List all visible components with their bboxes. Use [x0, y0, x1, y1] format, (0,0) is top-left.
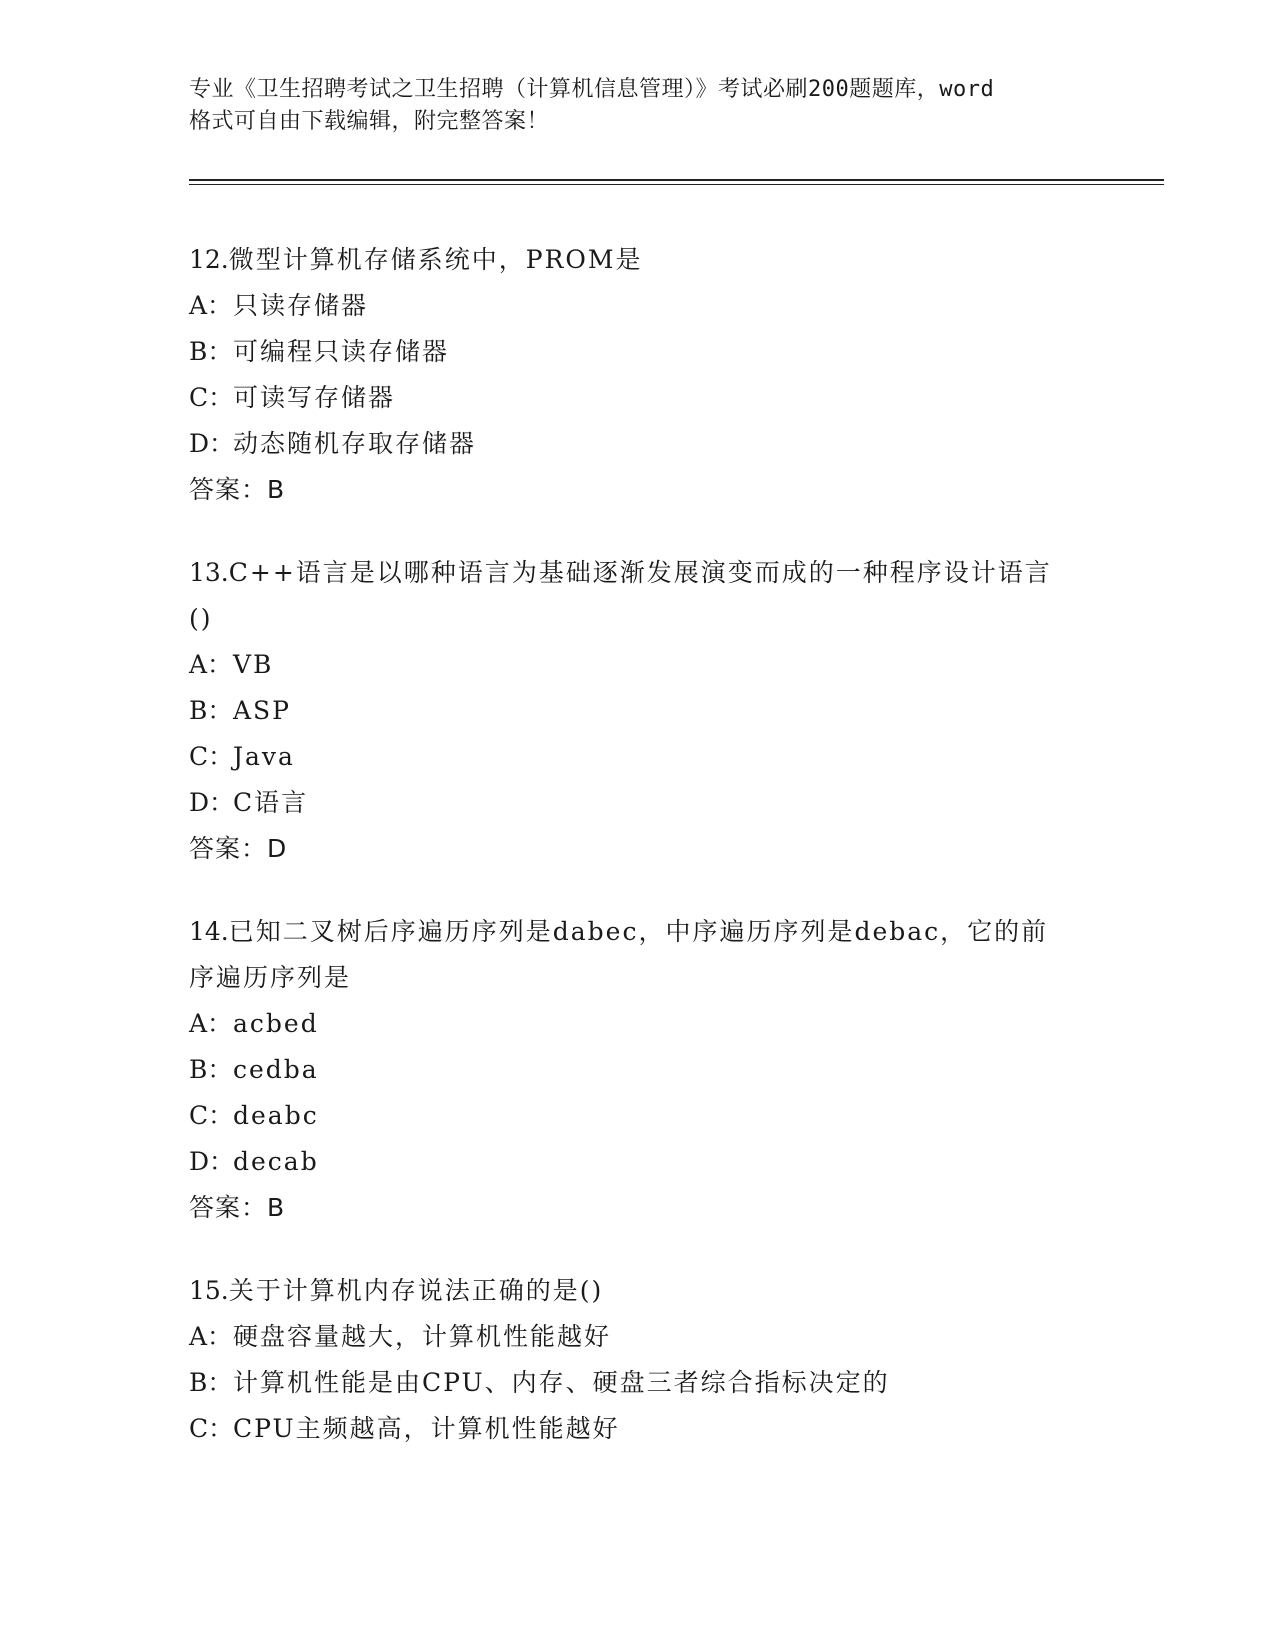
question-text: 微型计算机存储系统中，PROM是: [228, 245, 643, 274]
question-number: 14.: [189, 917, 229, 946]
option-text: 计算机性能是由CPU、内存、硬盘三者综合指标决定的: [233, 1368, 890, 1397]
header-line-1: 专业《卫生招聘考试之卫生招聘（计算机信息管理）》考试必刷200题题库，word: [189, 77, 995, 102]
option-d: [189, 1139, 1069, 1185]
answer-line: 答案：B: [189, 475, 286, 504]
option-key: B：: [189, 1055, 233, 1084]
question-text: 关于计算机内存说法正确的是(): [228, 1276, 604, 1305]
question-number: 15.: [189, 1276, 229, 1305]
question-item: [189, 1268, 1069, 1452]
option-key: C：: [189, 1101, 234, 1130]
option-b: [189, 1047, 1069, 1093]
option-a: [189, 642, 1069, 688]
option-b: [189, 688, 1069, 734]
option-b: [189, 329, 1069, 375]
question-stem: [189, 550, 1069, 642]
option-c: [189, 734, 1069, 780]
option-key: A：: [189, 291, 233, 320]
option-text: deabc: [233, 1101, 319, 1130]
option-key: D：: [189, 788, 235, 817]
option-text: VB: [233, 650, 274, 679]
option-key: A：: [189, 1009, 233, 1038]
question-stem: [189, 1268, 1069, 1314]
question-item: [189, 237, 1069, 513]
question-number: 12.: [189, 245, 229, 274]
question-text: C++语言是以哪种语言为基础逐渐发展演变而成的一种程序设计语言(): [189, 558, 1052, 633]
option-key: B：: [189, 1368, 233, 1397]
option-key: A：: [189, 650, 233, 679]
option-text: 动态随机存取存储器: [233, 429, 477, 458]
option-c: [189, 1406, 1069, 1452]
option-key: A：: [189, 1322, 233, 1351]
question-item: [189, 909, 1069, 1231]
option-key: C：: [189, 742, 234, 771]
option-a: [189, 1001, 1069, 1047]
option-a: [189, 283, 1069, 329]
option-text: 可编程只读存储器: [233, 337, 450, 366]
answer-line: 答案：D: [189, 834, 288, 863]
option-text: 可读写存储器: [233, 383, 396, 412]
option-key: C：: [189, 1414, 234, 1443]
option-text: acbed: [233, 1009, 319, 1038]
option-text: cedba: [233, 1055, 319, 1084]
question-text: 已知二叉树后序遍历序列是dabec，中序遍历序列是debac，它的前序遍历序列是: [189, 917, 1049, 992]
option-text: ASP: [233, 696, 292, 725]
header-divider-thin: [189, 184, 1164, 185]
option-c: [189, 1093, 1069, 1139]
option-text: CPU主频越高，计算机性能越好: [233, 1414, 620, 1443]
question-number: 13.: [189, 558, 229, 587]
option-text: Java: [233, 742, 295, 771]
question-stem: [189, 237, 1069, 283]
header-line-2: 格式可自由下载编辑，附完整答案！: [189, 109, 550, 134]
document-header: [189, 74, 1089, 138]
option-c: [189, 375, 1069, 421]
answer-line: 答案：B: [189, 1193, 286, 1222]
option-key: C：: [189, 383, 234, 412]
option-a: [189, 1314, 1069, 1360]
question-stem: [189, 909, 1069, 1001]
option-d: [189, 421, 1069, 467]
option-b: [189, 1360, 1069, 1406]
option-text: C语言: [233, 788, 309, 817]
question-list: [189, 237, 1069, 1489]
option-key: B：: [189, 696, 233, 725]
option-text: decab: [233, 1147, 319, 1176]
header-divider-thick: [189, 179, 1164, 181]
option-key: D：: [189, 429, 235, 458]
option-key: D：: [189, 1147, 235, 1176]
question-item: [189, 550, 1069, 872]
option-text: 只读存储器: [233, 291, 369, 320]
option-key: B：: [189, 337, 233, 366]
option-d: [189, 780, 1069, 826]
option-text: 硬盘容量越大，计算机性能越好: [233, 1322, 612, 1351]
